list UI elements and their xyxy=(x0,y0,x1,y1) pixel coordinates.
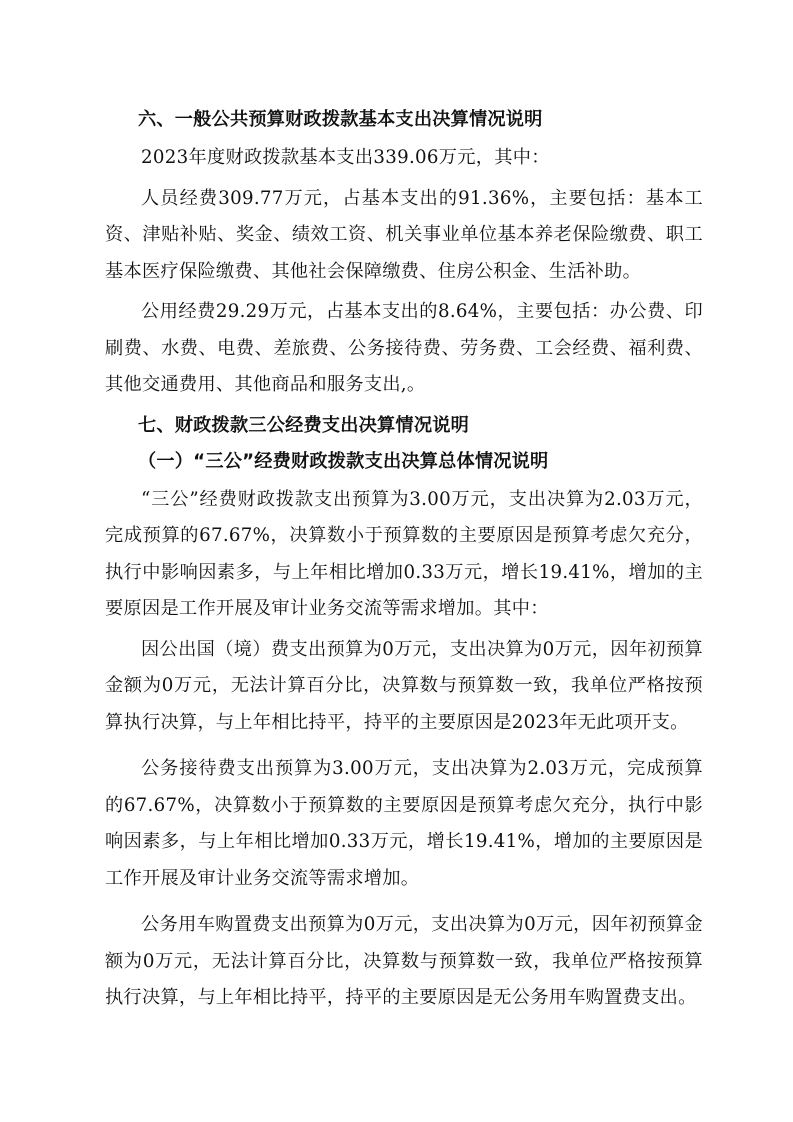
section-7-subheading-1: （一）“三公”经费财政拨款支出决算总体情况说明 xyxy=(138,450,549,472)
section-7-paragraph-4: 公务用车购置费支出预算为0万元，支出决算为0万元，因年初预算金额为0万元，无法计算百分比，决算数与预算数一致，我单位严格按预算执行决算，与上年相比持平，持平的主要原因是无公务用车购置费支出。 xyxy=(105,914,703,1008)
section-6-paragraph-3: 公用经费29.29万元，占基本支出的8.64%，主要包括：办公费、印刷费、水费、电费、差旅费、公务接待费、劳务费、工会经费、福利费、其他交通费用、其他商品和服务支出,。 xyxy=(105,301,703,395)
section-6-heading: 六、一般公共预算财政拨款基本支出决算情况说明 xyxy=(138,109,543,130)
section-6-paragraph-2: 人员经费309.77万元，占基本支出的91.36%，主要包括：基本工资、津贴补贴、奖金、绩效工资、机关事业单位基本养老保险缴费、职工基本医疗保险缴费、其他社会保障缴费、住房公积金、生活补助。 xyxy=(105,187,703,282)
section-7-paragraph-2: 因公出国（境）费支出预算为0万元，支出决算为0万元，因年初预算金额为0万元，无法计算百分比，决算数与预算数一致，我单位严格按预算执行决算，与上年相比持平，持平的主要原因是2023年无此项开支。 xyxy=(105,638,703,733)
spacer xyxy=(105,897,703,907)
document-body xyxy=(105,104,703,1017)
spacer xyxy=(105,741,703,751)
section-7-paragraph-1: “三公”经费财政拨款支出预算为3.00万元，支出决算为2.03万元，完成预算的67.67%，决算数小于预算数的主要原因是预算考虑欠充分，执行中影响因素多，与上年相比增加0.33万元，增长19.41%，增加的主要原因是工作开展及审计业务交流等需求增加。其中： xyxy=(105,488,703,619)
section-6-paragraph-1: 2023年度财政拨款基本支出339.06万元，其中： xyxy=(141,147,550,168)
section-7-heading: 七、财政拨款三公经费支出决算情况说明 xyxy=(138,414,469,436)
section-7-paragraph-3: 公务接待费支出预算为3.00万元，支出决算为2.03万元，完成预算的67.67%，决算数小于预算数的主要原因是预算考虑欠充分，执行中影响因素多，与上年相比增加0.33万元，增长19.41%，增加的主要原因是工作开展及审计业务交流等需求增加。 xyxy=(105,758,703,889)
